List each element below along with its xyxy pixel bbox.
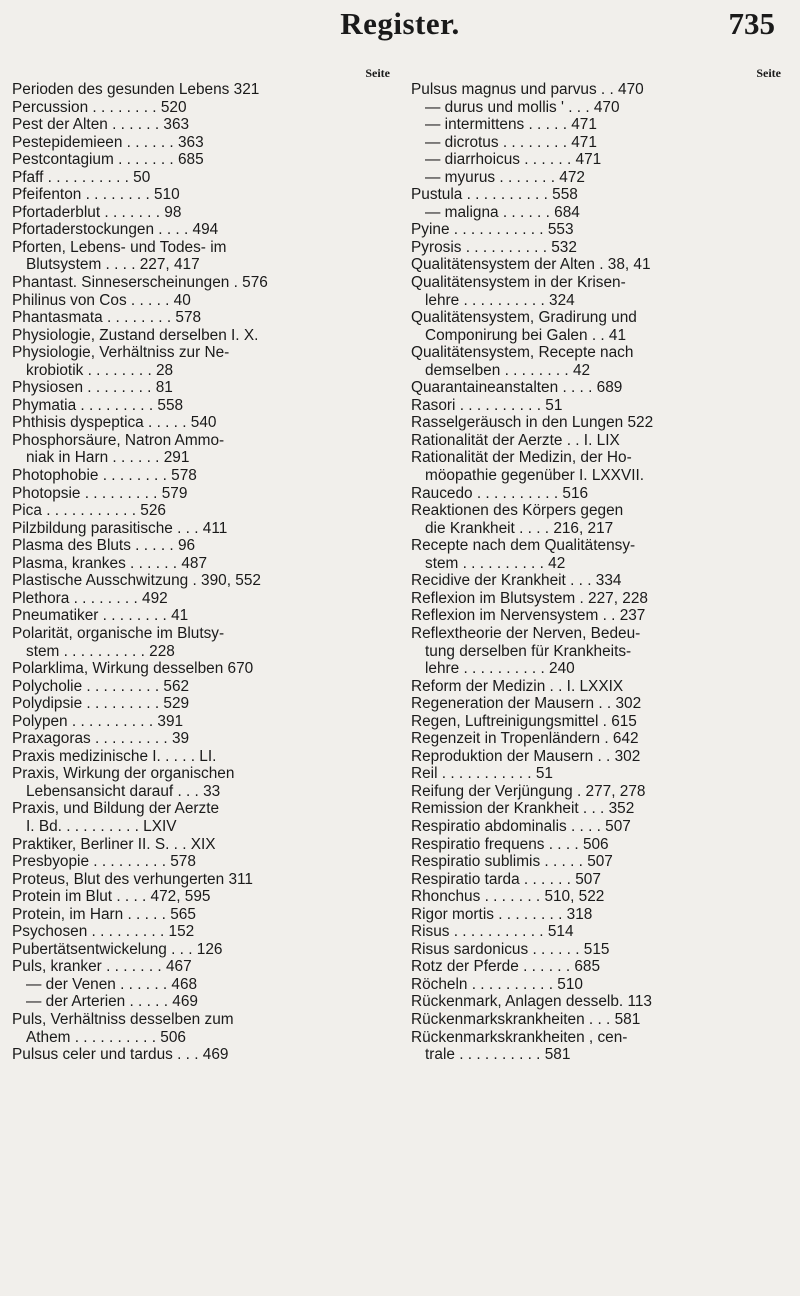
index-entry: Pubertätsentwickelung . . . 126: [12, 940, 223, 958]
index-entry: Pyrosis . . . . . . . . . . 532: [411, 238, 577, 256]
left-entry-list: [12, 81, 390, 1064]
index-entry: Blutsystem . . . . 227, 417: [26, 256, 200, 274]
index-entry: Polarität, organische im Blutsy-: [12, 624, 225, 642]
index-entry: Remission der Krankheit . . . 352: [411, 800, 635, 818]
index-entry: Rückenmarkskrankheiten . . . 581: [411, 1010, 641, 1028]
index-entry: — der Venen . . . . . . 468: [26, 975, 198, 993]
index-entry: — maligna . . . . . . 684: [425, 203, 580, 221]
index-entry: Polarklima, Wirkung desselben 670: [12, 660, 254, 678]
index-entry: Praxis, und Bildung der Aerzte: [12, 800, 220, 818]
index-entry: Reproduktion der Mausern . . 302: [411, 747, 641, 765]
index-entry: Reflexion im Nervensystem . . 237: [411, 607, 646, 625]
index-entry: Athem . . . . . . . . . . 506: [26, 1028, 186, 1046]
index-entry: stem . . . . . . . . . . 42: [425, 554, 566, 572]
index-entry: Rückenmarkskrankheiten , cen-: [411, 1028, 628, 1046]
index-entry: Pustula . . . . . . . . . . 558: [411, 186, 578, 204]
index-entry: Röcheln . . . . . . . . . . 510: [411, 975, 583, 993]
index-entry: Regenzeit in Tropenländern . 642: [411, 730, 639, 748]
index-entry: Respiratio sublimis . . . . . 507: [411, 853, 613, 871]
left-column: [12, 65, 390, 1064]
index-entry: Risus sardonicus . . . . . . 515: [411, 940, 610, 958]
index-entry: Percussion . . . . . . . . 520: [12, 98, 187, 116]
index-entry: Plasma des Bluts . . . . . 96: [12, 537, 196, 555]
index-entry: Reform der Medizin . . I. LXXIX: [411, 677, 624, 695]
index-entry: Plethora . . . . . . . . 492: [12, 589, 168, 607]
index-entry: stem . . . . . . . . . . 228: [26, 642, 175, 660]
index-entry: Risus . . . . . . . . . . . 514: [411, 923, 574, 941]
index-entry: Regeneration der Mausern . . 302: [411, 695, 642, 713]
index-entry: Photophobie . . . . . . . . 578: [12, 467, 197, 485]
index-entry: Reflexion im Blutsystem . 227, 228: [411, 589, 648, 607]
index-entry: Physiologie, Verhältniss zur Ne-: [12, 344, 230, 362]
index-entry: Regen, Luftreinigungsmittel . 615: [411, 712, 637, 730]
index-entry: Protein im Blut . . . . 472, 595: [12, 888, 211, 906]
index-entry: Rückenmark, Anlagen desselb. 113: [411, 993, 652, 1011]
index-entry: Qualitätensystem der Alten . 38, 41: [411, 256, 651, 274]
index-entry: Protein, im Harn . . . . . 565: [12, 905, 196, 923]
index-entry: Proteus, Blut des verhungerten 311: [12, 870, 253, 888]
index-entry: Puls, kranker . . . . . . . 467: [12, 958, 192, 976]
index-entry: Psychosen . . . . . . . . . 152: [12, 923, 195, 941]
index-entry: Pforten, Lebens- und Todes- im: [12, 238, 227, 256]
index-entry: I. Bd. . . . . . . . . . LXIV: [26, 817, 177, 835]
index-entry: Reifung der Verjüngung . 277, 278: [411, 782, 646, 800]
right-entry-list: [411, 81, 781, 1064]
index-entry: Presbyopie . . . . . . . . . 578: [12, 853, 196, 871]
index-entry: Reaktionen des Körpers gegen: [411, 502, 624, 520]
index-entry: Phosphorsäure, Natron Ammo-: [12, 431, 225, 449]
index-entry: Componirung bei Galen . . 41: [425, 326, 627, 344]
index-entry: Phantasmata . . . . . . . . 578: [12, 309, 202, 327]
index-entry: niak in Harn . . . . . . 291: [26, 449, 190, 467]
index-entry: Praxis, Wirkung der organischen: [12, 765, 235, 783]
index-entry: Physiosen . . . . . . . . 81: [12, 379, 173, 397]
index-entry: Polypen . . . . . . . . . . 391: [12, 712, 184, 730]
index-entry: Praxis medizinische I. . . . . LI.: [12, 747, 217, 765]
index-entry: Recidive der Krankheit . . . 334: [411, 572, 622, 590]
index-entry: Pest der Alten . . . . . . 363: [12, 116, 190, 134]
index-entry: Phthisis dyspeptica . . . . . 540: [12, 414, 217, 432]
index-entry: demselben . . . . . . . . 42: [425, 361, 591, 379]
index-entry: — durus und mollis ' . . . 470: [425, 98, 620, 116]
index-entry: Polydipsie . . . . . . . . . 529: [12, 695, 190, 713]
index-entry: — der Arterien . . . . . 469: [26, 993, 198, 1011]
index-entry: tung derselben für Krankheits-: [425, 642, 632, 660]
index-entry: Photopsie . . . . . . . . . 579: [12, 484, 188, 502]
index-entry: Qualitätensystem, Gradirung und: [411, 309, 637, 327]
index-entry: Rhonchus . . . . . . . 510, 522: [411, 888, 605, 906]
index-entry: Praxagoras . . . . . . . . . 39: [12, 730, 190, 748]
index-entry: — myurus . . . . . . . 472: [425, 168, 585, 186]
index-entry: Rigor mortis . . . . . . . . 318: [411, 905, 593, 923]
index-entry: Pulsus celer und tardus . . . 469: [12, 1046, 229, 1064]
index-entry: die Krankheit . . . . 216, 217: [425, 519, 614, 537]
index-entry: Perioden des gesunden Lebens 321: [12, 81, 260, 98]
index-entry: Phymatia . . . . . . . . . 558: [12, 396, 184, 414]
index-entry: Respiratio tarda . . . . . . 507: [411, 870, 601, 888]
index-entry: trale . . . . . . . . . . 581: [425, 1046, 571, 1064]
index-entry: Praktiker, Berliner II. S. . . XIX: [12, 835, 216, 853]
index-entry: Polycholie . . . . . . . . . 562: [12, 677, 190, 695]
index-entry: Pestepidemieen . . . . . . 363: [12, 133, 204, 151]
index-entry: möopathie gegenüber I. LXXVII.: [425, 467, 645, 485]
index-entry: Pica . . . . . . . . . . . 526: [12, 502, 166, 520]
right-column: [411, 65, 781, 1064]
seite-label-right: Seite: [756, 66, 781, 80]
index-entry: Reil . . . . . . . . . . . 51: [411, 765, 553, 783]
index-entry: Rasori . . . . . . . . . . 51: [411, 396, 563, 414]
page-header: [0, 6, 800, 50]
index-entry: Plastische Ausschwitzung . 390, 552: [12, 572, 261, 590]
index-entry: Recepte nach dem Qualitätensy-: [411, 537, 636, 555]
index-entry: Rasselgeräusch in den Lungen 522: [411, 414, 654, 432]
index-entry: Reflextheorie der Nerven, Bedeu-: [411, 624, 641, 642]
index-entry: Lebensansicht darauf . . . 33: [26, 782, 221, 800]
index-entry: Rationalität der Medizin, der Ho-: [411, 449, 632, 467]
index-entry: — dicrotus . . . . . . . . 471: [425, 133, 597, 151]
page-number: 735: [728, 6, 775, 41]
index-entry: Pneumatiker . . . . . . . . 41: [12, 607, 189, 625]
index-entry: Qualitätensystem in der Krisen-: [411, 274, 626, 292]
index-entry: Pfeifenton . . . . . . . . 510: [12, 186, 180, 204]
index-entry: krobiotik . . . . . . . . 28: [26, 361, 174, 379]
index-entry: Pfortaderstockungen . . . . 494: [12, 221, 219, 239]
index-entry: Respiratio abdominalis . . . . 507: [411, 817, 631, 835]
index-entry: lehre . . . . . . . . . . 240: [425, 660, 575, 678]
index-entry: Physiologie, Zustand derselben I. X.: [12, 326, 259, 344]
index-entry: Philinus von Cos . . . . . 40: [12, 291, 191, 309]
index-entry: Pestcontagium . . . . . . . 685: [12, 151, 204, 169]
index-entry: Raucedo . . . . . . . . . . 516: [411, 484, 589, 502]
index-entry: Plasma, krankes . . . . . . 487: [12, 554, 208, 572]
index-entry: — intermittens . . . . . 471: [425, 116, 597, 134]
index-entry: Puls, Verhältniss desselben zum: [12, 1010, 234, 1028]
index-entry: Pyine . . . . . . . . . . . 553: [411, 221, 574, 239]
index-entry: Qualitätensystem, Recepte nach: [411, 344, 634, 362]
index-entry: Respiratio frequens . . . . 506: [411, 835, 609, 853]
index-entry: Rationalität der Aerzte . . I. LIX: [411, 431, 620, 449]
seite-label-left: Seite: [365, 66, 390, 80]
index-entry: — diarrhoicus . . . . . . 471: [425, 151, 602, 169]
index-entry: Pfortaderblut . . . . . . . 98: [12, 203, 182, 221]
index-entry: Pfaff . . . . . . . . . . 50: [12, 168, 151, 186]
page-title: Register.: [340, 6, 460, 41]
index-entry: Pulsus magnus und parvus . . 470: [411, 81, 644, 98]
index-entry: Phantast. Sinneserscheinungen . 576: [12, 274, 268, 292]
index-entry: Quarantaineanstalten . . . . 689: [411, 379, 623, 397]
index-entry: lehre . . . . . . . . . . 324: [425, 291, 575, 309]
index-entry: Rotz der Pferde . . . . . . 685: [411, 958, 601, 976]
index-entry: Pilzbildung parasitische . . . 411: [12, 519, 228, 537]
